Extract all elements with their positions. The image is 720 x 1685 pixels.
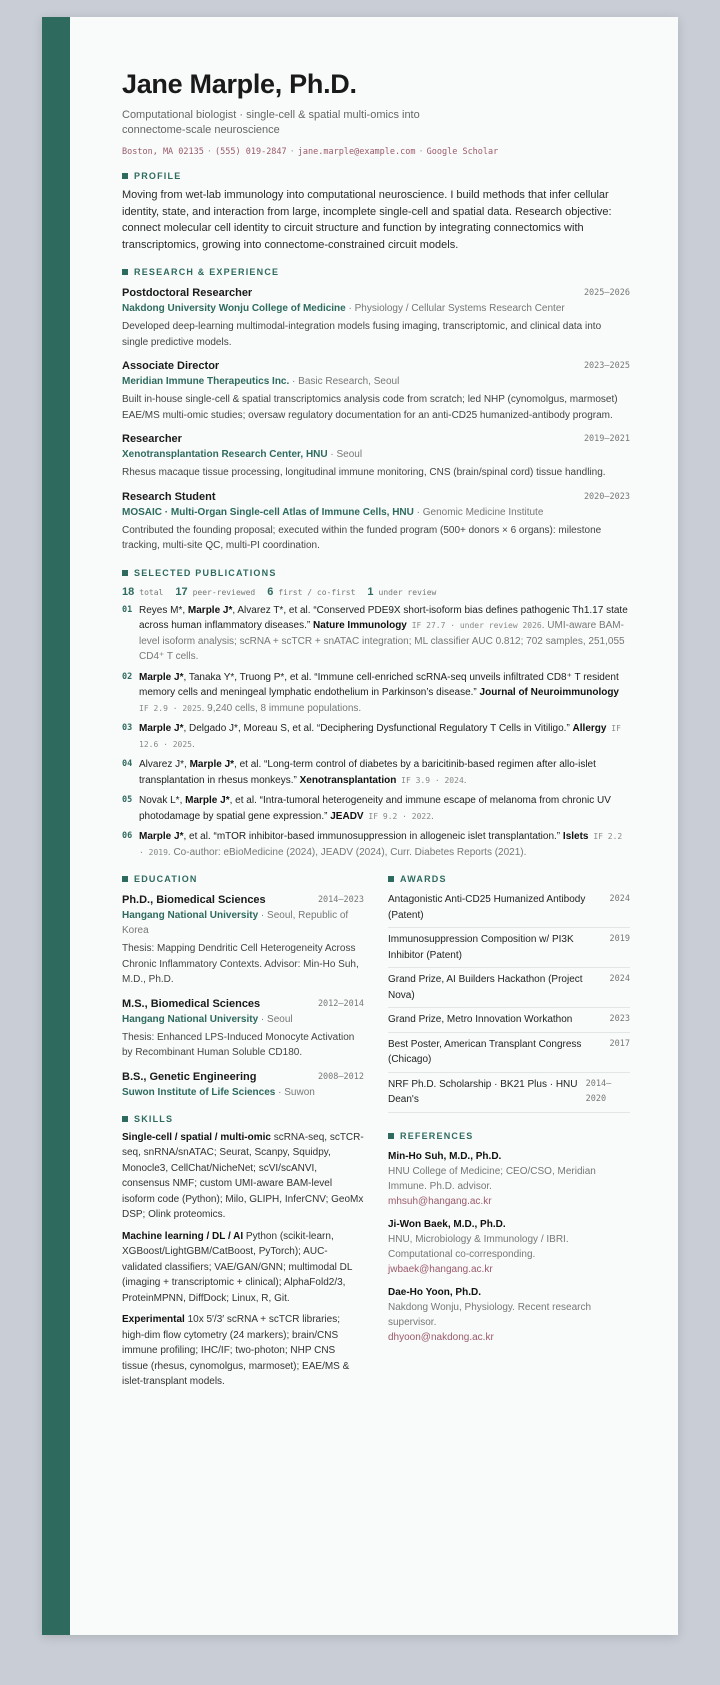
organization-dept: · Genomic Medicine Institute <box>413 506 544 518</box>
award-item <box>388 888 630 928</box>
citation-impact-year: IF 9.2 · 2022 <box>363 811 432 821</box>
experience-header <box>122 431 630 447</box>
organization-dept: · Physiology / Cellular Systems Research Center <box>345 303 565 314</box>
publication-citation <box>139 793 630 824</box>
award-name: Best Poster, American Transplant Congress (Chicago) <box>388 1038 582 1065</box>
skill-heading: Experimental <box>122 1314 185 1325</box>
job-organization <box>122 301 630 316</box>
resume-page <box>42 17 678 1635</box>
citation-note: . Co-author: eBioMedicine (2024), JEADV (2024), Curr. Diabetes Reports (2021). <box>167 846 527 858</box>
section-marker-icon <box>388 876 394 882</box>
citation-authors-pre: Reyes M*, <box>139 604 188 616</box>
institution-location: · Suwon <box>275 1086 315 1098</box>
education-header <box>122 996 364 1012</box>
citation-note: . <box>463 774 467 786</box>
award-name: Grand Prize, Metro Innovation Workathon <box>388 1014 573 1025</box>
award-date: 2023 <box>609 1014 630 1024</box>
education-header <box>122 892 364 908</box>
award-name: NRF Ph.D. Scholarship · BK21 Plus · HNU Dean's <box>388 1078 578 1105</box>
award-date: 2024 <box>609 894 630 904</box>
organization-dept: · Basic Research, Seoul <box>289 376 400 387</box>
thesis-text: Thesis: Mapping Dendritic Cell Heterogeneity Across Chronic Inflammatory Contexts. Advisor: Min-Ho Suh, M.D., Ph.D. <box>122 943 359 985</box>
citation-journal: Nature Immunology <box>312 620 407 631</box>
section-title-references: REFERENCES <box>388 1131 630 1141</box>
job-description: Built in-house single-cell & spatial transcriptomics analysis code from scratch; led NHP (cynomolgus, marmoset) EAE/MS multi-omic studies; oversaw regulatory documentation for an anti-CD25 humanized-antibody program. <box>122 394 618 421</box>
publication-number: 04 <box>122 759 133 769</box>
citation-journal: Xenotransplantation <box>299 774 397 786</box>
section-marker-icon <box>122 570 128 576</box>
citation-impact-year: IF 12.6 · 2025 <box>139 724 621 749</box>
citation-note: . 9,240 cells, 8 immune populations. <box>201 702 362 714</box>
publication-item <box>122 721 630 752</box>
job-title: Researcher <box>122 433 182 445</box>
section-marker-icon <box>122 269 128 275</box>
stat-count: 1 <box>367 585 374 598</box>
stat-count: 6 <box>267 585 274 598</box>
stat-count: 17 <box>175 585 188 598</box>
education-list <box>122 892 364 1100</box>
citation-impact-year: IF 27.7 · under review 2026 <box>406 621 542 630</box>
experience-header <box>122 285 630 301</box>
degree-title: B.S., Genetic Engineering <box>122 1070 257 1083</box>
awards-list <box>388 888 630 1113</box>
institution-name: Hangang National University <box>122 910 259 921</box>
citation-body: , et al. “Long-term control of diabetes by a baricitinib-based regimen after allo-islet transplantation in rhesus monkeys.” <box>139 759 596 786</box>
award-item <box>388 1033 630 1073</box>
citation-authors-pre: Alvarez J*, <box>139 759 190 770</box>
citation-body: , Tanaka Y*, Truong P*, et al. “Immune cell-enriched scRNA-seq unveils infiltrated CD8⁺ T resident memory cells and meningeal lymphatic endothelium in Parkinson’s disease.” <box>139 671 619 698</box>
citation-self-author: Marple J* <box>139 671 184 683</box>
reference-email-link[interactable]: jwbaek@hangang.ac.kr <box>388 1263 493 1275</box>
profile-text: Moving from wet-lab immunology into computational neuroscience. I build methods that infer cellular identity, state, and interaction from large, incomplete single-cell and spatial data. Research objective: connect molecular cell identity to circuit structure and function by integrating connectomics with transcriptomics, growing into connectome-constrained circuit models. <box>122 189 612 251</box>
publication-citation <box>139 721 630 752</box>
tagline: Computational biologist · single-cell & spatial multi-omics into connectome-scale neuroscience <box>122 109 420 136</box>
references-list <box>388 1149 630 1345</box>
stat-label: peer-reviewed <box>192 587 256 597</box>
stat-label: total <box>139 587 164 597</box>
citation-self-author: Marple J* <box>139 723 184 734</box>
skill-text: scRNA-seq, scTCR-seq, snRNA/snATAC; Seurat, Scanpy, Squidpy, Monocle3, CellChat/NicheNet; scVI/scANVI, consensus NMF; custom UMI-aware BAM-level isoform code (Python); Milo, GLIPH, InferCNV; GeoMx DSP; Olink proteomics. <box>122 1131 364 1220</box>
citation-note: . UMI-aware BAM-level isoform analysis; scRNA + scTCR + snATAC integration; ML classifier AUC 0.812; 702 samples, 251,055 CD4⁺ T cells. <box>139 620 625 662</box>
reference-email-link[interactable]: dhyoon@nakdong.ac.kr <box>388 1331 494 1343</box>
reference-description: HNU College of Medicine; CEO/CSO, Meridian Immune. Ph.D. advisor. <box>388 1165 596 1192</box>
job-date: 2023–2025 <box>583 361 630 371</box>
reference-item <box>388 1149 630 1209</box>
citation-note: . <box>431 810 434 822</box>
citation-journal: JEADV <box>330 810 364 822</box>
degree-date: 2008–2012 <box>317 1071 364 1082</box>
section-title-education: EDUCATION <box>122 874 364 884</box>
citation-journal: Islets <box>562 831 589 842</box>
contact-location: Boston, MA 02135 <box>122 147 204 157</box>
citation-body: , et al. “Intra-tumoral heterogeneity and immune escape of melanoma from chronic UV photodamage by spatial gene expression.” <box>139 795 611 822</box>
job-description: Developed deep-learning multimodal-integration models fusing imaging, transcriptomic, and clinical data into single predictive models. <box>122 321 602 348</box>
skill-heading: Single-cell / spatial / multi-omic <box>122 1131 271 1143</box>
organization-name: Meridian Immune Therapeutics Inc. <box>122 376 290 387</box>
section-title-profile: PROFILE <box>122 171 630 181</box>
degree-title: Ph.D., Biomedical Sciences <box>122 894 266 906</box>
award-name: Immunosuppression Composition w/ PI3K Inhibitor (Patent) <box>388 934 574 961</box>
reference-name: Min-Ho Suh, M.D., Ph.D. <box>388 1150 502 1162</box>
experience-item <box>122 489 630 554</box>
publication-number: 02 <box>122 671 133 682</box>
job-date: 2025–2026 <box>583 288 630 298</box>
award-date: 2019 <box>609 934 630 944</box>
citation-impact-year: IF 2.2 · 2019 <box>139 832 623 857</box>
institution-location: · Seoul, Republic of Korea <box>122 910 349 936</box>
citation-body: , Delgado J*, Moreau S, et al. “Deciphering Dysfunctional Regulatory T Cells in Vitiligo.” <box>183 723 573 734</box>
experience-item <box>122 358 630 423</box>
reference-name: Dae-Ho Yoon, Ph.D. <box>388 1286 481 1298</box>
section-title-awards: AWARDS <box>388 874 630 884</box>
award-name: Antagonistic Anti-CD25 Humanized Antibody (Patent) <box>388 894 586 921</box>
citation-body: , et al. “mTOR inhibitor-based immunosuppression in allogeneic islet transplantation.” <box>183 831 563 842</box>
publication-citation <box>139 829 630 860</box>
citation-journal: Journal of Neuroimmunology <box>479 687 619 698</box>
job-title: Postdoctoral Researcher <box>122 287 253 299</box>
section-title-publications: SELECTED PUBLICATIONS <box>122 568 630 578</box>
citation-self-author: Marple J* <box>189 759 235 770</box>
award-item <box>388 1073 630 1113</box>
award-name: Grand Prize, AI Builders Hackathon (Project Nova) <box>388 974 583 1001</box>
job-title: Associate Director <box>122 360 220 372</box>
publication-item <box>122 603 630 665</box>
reference-description: HNU, Microbiology & Immunology / IBRI. Computational co-corresponding. <box>388 1233 569 1260</box>
experience-header <box>122 489 630 505</box>
contact-phone[interactable]: (555) 019-2847 <box>215 147 287 157</box>
citation-self-author: Marple J* <box>187 604 233 616</box>
award-item <box>388 1008 630 1033</box>
skills-list <box>122 1130 364 1390</box>
publication-stats <box>122 586 630 598</box>
reference-name: Ji-Won Baek, M.D., Ph.D. <box>388 1218 506 1230</box>
publication-item <box>122 829 630 860</box>
job-organization <box>122 447 630 462</box>
section-marker-icon <box>122 876 128 882</box>
institution-location: · Seoul <box>258 1013 293 1025</box>
job-title: Research Student <box>122 490 216 503</box>
organization-name: MOSAIC · Multi-Organ Single-cell Atlas of Immune Cells, HNU <box>122 506 414 518</box>
resume-content <box>122 67 630 1390</box>
publication-list <box>122 603 630 861</box>
publication-number: 06 <box>122 831 133 841</box>
citation-authors-pre: Novak L*, <box>139 795 186 806</box>
organization-name: Nakdong University Wonju College of Medicine <box>122 303 346 314</box>
degree-date: 2014–2023 <box>317 895 364 905</box>
experience-header <box>122 358 630 374</box>
reference-email-link[interactable]: mhsuh@hangang.ac.kr <box>388 1195 492 1207</box>
two-column-area <box>122 860 630 1390</box>
reference-item <box>388 1217 630 1277</box>
award-date: 2014–2020 <box>585 1078 612 1104</box>
skill-group <box>122 1229 364 1307</box>
education-item <box>122 996 364 1061</box>
institution-name: Suwon Institute of Life Sciences <box>122 1086 276 1098</box>
skill-group <box>122 1130 364 1223</box>
education-item <box>122 1069 364 1100</box>
stat-count: 18 <box>122 585 135 598</box>
degree-title: M.S., Biomedical Sciences <box>122 997 261 1010</box>
education-institution <box>122 1085 364 1100</box>
citation-impact-year: IF 3.9 · 2024 <box>396 775 464 785</box>
citation-journal: Allergy <box>572 723 607 734</box>
google-scholar-link[interactable]: Google Scholar <box>426 147 499 157</box>
section-title-experience: RESEARCH & EXPERIENCE <box>122 267 630 277</box>
section-title-skills: SKILLS <box>122 1114 364 1124</box>
candidate-name: Jane Marple, Ph.D. <box>122 69 357 99</box>
contact-email-link[interactable]: jane.marple@example.com <box>297 147 416 157</box>
job-description: Contributed the founding proposal; executed within the funded program (500+ donors × 6 organs): milestone tracking, multi-site QC, multi-PI coordination. <box>122 524 602 551</box>
award-item <box>388 968 630 1008</box>
award-item <box>388 928 630 968</box>
publication-number: 05 <box>122 795 133 805</box>
reference-item <box>388 1285 630 1345</box>
experience-item <box>122 285 630 350</box>
section-marker-icon <box>122 1116 128 1122</box>
section-marker-icon <box>122 173 128 179</box>
citation-body: , Alvarez T*, et al. “Conserved PDE9X short-isoform bias defines pathogenic Th1.17 state across human inflammatory diseases.” <box>139 604 628 631</box>
skill-text: 10x 5′/3′ scRNA + scTCR libraries; high-dim flow cytometry (24 markers); brain/CNS immune profiling; IHC/IF; two-photon; NHP CNS tissue (rhesus, cynomolgus, marmoset); EAE/MS & islet-transplant models. <box>122 1314 350 1387</box>
publication-number: 03 <box>122 723 133 733</box>
experience-item <box>122 431 630 481</box>
education-institution <box>122 908 364 938</box>
publication-item <box>122 757 630 788</box>
contact-line: Boston, MA 02135 · (555) 019-2847 · jane.marple@example.com · Google Scholar <box>122 147 499 157</box>
reference-description: Nakdong Wonju, Physiology. Recent research supervisor. <box>388 1301 592 1328</box>
publication-item <box>122 793 630 824</box>
skill-heading: Machine learning / DL / AI <box>122 1230 244 1242</box>
job-organization <box>122 374 630 389</box>
degree-date: 2012–2014 <box>317 998 364 1009</box>
citation-self-author: Marple J* <box>185 795 230 806</box>
organization-dept: · Seoul <box>327 449 363 460</box>
job-date: 2019–2021 <box>583 434 630 444</box>
education-institution <box>122 1012 364 1027</box>
experience-list <box>122 285 630 554</box>
stat-label: under review <box>378 587 437 597</box>
award-date: 2017 <box>609 1038 630 1049</box>
thesis-text: Thesis: Enhanced LPS-Induced Monocyte Activation by Recombinant Human Soluble CD180. <box>122 1031 355 1058</box>
section-marker-icon <box>388 1133 394 1139</box>
institution-name: Hangang National University <box>122 1013 259 1025</box>
citation-note: . <box>191 738 195 750</box>
award-date: 2024 <box>609 974 630 984</box>
job-description: Rhesus macaque tissue processing, longitudinal immune monitoring, CNS (brain/spinal cord) tissue handling. <box>122 467 606 478</box>
accent-sidebar-bar <box>42 17 70 1635</box>
citation-impact-year: IF 2.9 · 2025 <box>139 703 202 713</box>
right-column <box>388 860 630 1390</box>
skill-group <box>122 1312 364 1390</box>
citation-self-author: Marple J* <box>139 831 184 842</box>
education-item <box>122 892 364 988</box>
education-header <box>122 1069 364 1085</box>
publication-item <box>122 670 630 717</box>
skill-text: Python (scikit-learn, XGBoost/LightGBM/CatBoost, PyTorch); AUC-validated classifiers; VAE/GAN/GNN; multimodal DL (imaging + transcriptomic + clinical); AlphaFold2/3, ProteinMPNN, DiffDock; Linux, R, Git. <box>122 1230 353 1304</box>
job-date: 2020–2023 <box>583 491 630 502</box>
job-organization <box>122 505 630 520</box>
stat-label: first / co-first <box>278 587 356 597</box>
organization-name: Xenotransplantation Research Center, HNU <box>122 449 328 460</box>
publication-citation <box>139 757 630 788</box>
left-column <box>122 860 364 1390</box>
publication-number: 01 <box>122 604 133 615</box>
publication-citation <box>139 670 630 717</box>
publication-citation <box>139 603 630 665</box>
